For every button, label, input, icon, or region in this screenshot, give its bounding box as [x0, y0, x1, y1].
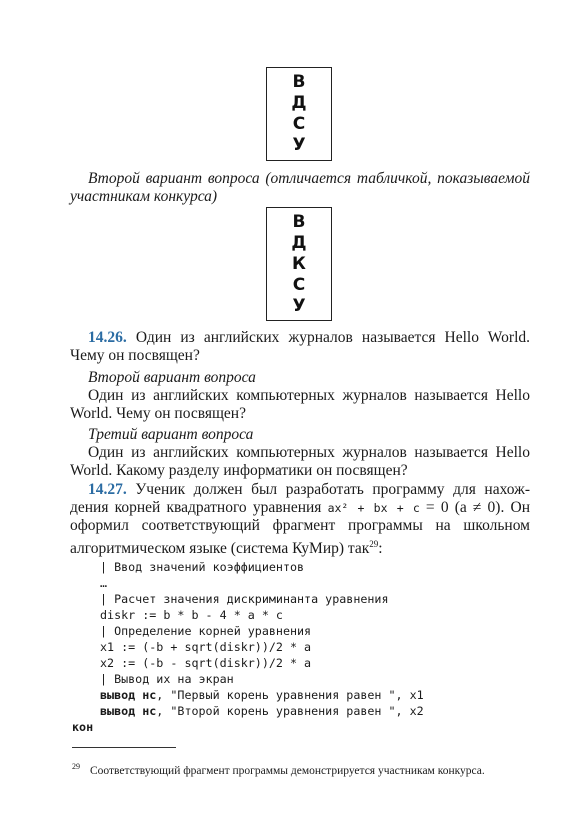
card-letter: У	[292, 295, 306, 316]
footnote-ref: 29	[369, 539, 379, 549]
code-text: , "Второй корень уравнения равен ", x2	[156, 704, 424, 718]
letter-card-2	[266, 207, 332, 321]
code-keyword: вывод нс	[100, 704, 157, 718]
code-line: | Определение корней уравнения	[100, 624, 312, 638]
card-letter: Д	[291, 232, 307, 253]
problem-text: :	[378, 540, 383, 558]
problem-text: дения корней квадратного уравнения	[70, 499, 322, 516]
footnote-divider	[72, 747, 176, 748]
letter-card-1	[266, 67, 332, 161]
problem-text: Один из английских компьютерных журналов называется Hello	[88, 387, 530, 404]
equation-tail: = 0 (a ≠ 0). Он	[425, 499, 530, 516]
card-letter: В	[292, 211, 306, 232]
problem-text: Чему он посвящен?	[70, 347, 200, 364]
problem-14-26-line1	[88, 329, 530, 347]
code-line: | Вывод их на экран	[100, 672, 234, 686]
code-line	[100, 703, 424, 719]
code-line: | Расчет значения дискриминанта уравнения	[100, 592, 389, 606]
problem-text: оформил соответствующий фрагмент программы на школьном	[70, 517, 530, 534]
footnote	[72, 760, 485, 778]
code-line	[100, 687, 424, 703]
problem-14-27-line1	[88, 481, 530, 499]
code-line: x1 := (-b + sqrt(diskr))/2 * a	[100, 640, 312, 654]
problem-text: Один из английских компьютерных журналов называется Hello	[88, 444, 530, 461]
variant-label: Второй вариант вопроса	[88, 369, 256, 386]
caption-line: Второй вариант вопроса (отличается табличкой, показываемой	[88, 170, 530, 187]
card-letter: С	[292, 114, 306, 134]
problem-text: World. Какому разделу информатики он посвящен?	[70, 462, 408, 479]
equation: ax² + bx + c	[327, 501, 420, 515]
caption-line: участникам конкурса)	[70, 188, 218, 205]
card-letter: У	[292, 135, 306, 155]
problem-text: Ученик должен был разработать программу для нахож-	[135, 481, 531, 498]
card-letter: Д	[291, 93, 307, 113]
problem-number: 14.27.	[88, 481, 127, 498]
problem-text	[70, 499, 530, 517]
code-line: x2 := (-b - sqrt(diskr))/2 * a	[100, 656, 312, 670]
code-keyword: кон	[72, 720, 94, 734]
problem-text: World. Чему он посвящен?	[70, 405, 246, 422]
code-line: | Ввод значений коэффициентов	[100, 560, 305, 574]
card-letter: С	[292, 274, 306, 295]
variant-label: Третий вариант вопроса	[88, 426, 254, 443]
footnote-number: 29	[72, 762, 80, 771]
footnote-text: Соответствующий фрагмент программы демонстрируется участникам конкурса.	[90, 765, 485, 777]
code-text: , "Первый корень уравнения равен ", x1	[156, 688, 424, 702]
problem-text	[70, 535, 530, 558]
code-line: …	[100, 576, 108, 590]
card-letter: К	[292, 253, 306, 274]
card-letter: В	[292, 72, 306, 92]
problem-text: алгоритмическом языке (система КуМир) так	[70, 540, 370, 558]
code-line	[72, 719, 93, 735]
problem-text: Один из английских журналов называется Hello World.	[135, 329, 531, 346]
code-line: diskr := b * b - 4 * a * c	[100, 608, 283, 622]
problem-number: 14.26.	[88, 329, 127, 346]
code-keyword: вывод нс	[100, 688, 157, 702]
